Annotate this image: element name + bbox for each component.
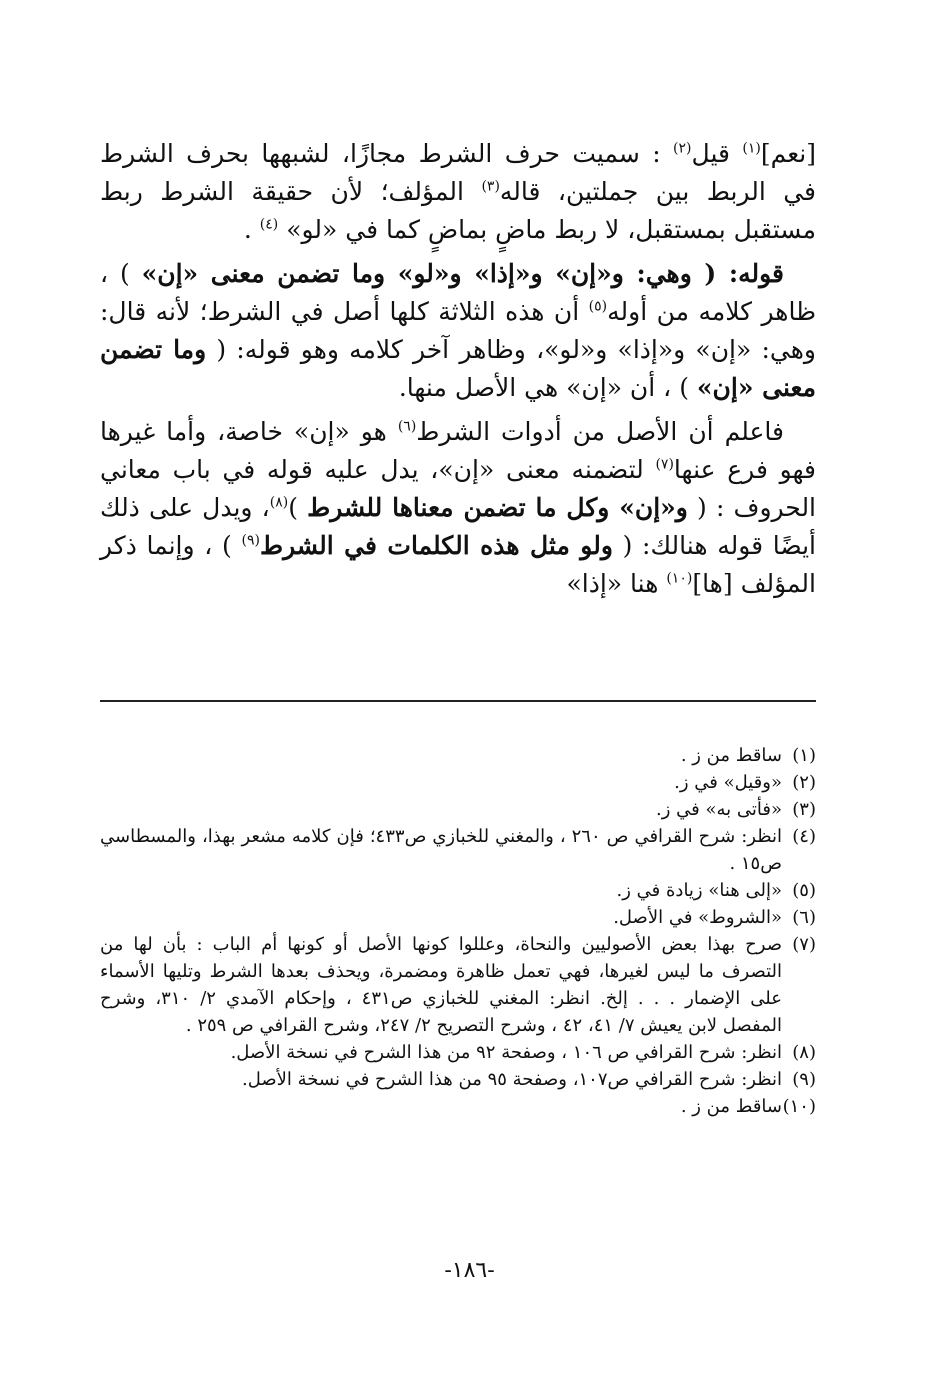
footnote-number: (٥)	[792, 880, 816, 901]
quoted-text: و«إن» وكل ما تضمن معناها للشرط	[307, 493, 688, 522]
text-segment: هو «إن» خاصة، وأما غيرها فهو فرع عنها	[100, 417, 816, 484]
text-segment: فاعلم أن الأصل من أدوات الشرط	[416, 417, 784, 446]
footnote-text: صرح بهذا بعض الأصوليين والنحاة، وعللوا كونها الأصل أو كونها أم الباب : بأن لها من التصرف ما ليس لغيرها، فهي تعمل ظاهرة ومضمرة، ويحذف بعدها الشرط وتليها الأسماء على الإضمار . . . إلخ. انظر: المغني للخبازي ص٤٣١ ، وإحكام الآمدي ٢/ ٣١٠، وشرح المفصل لابن يعيش ٧/ ٤١، ٤٢ ، وشرح التصريح ٢/ ٢٤٧، وشرح القرافي ص ٢٥٩ .	[100, 934, 782, 1036]
footnote-marker: (٤)	[259, 216, 279, 233]
footnote-number: (٤)	[792, 826, 816, 847]
page-number: -١٨٦-	[444, 1258, 495, 1283]
footnote-text: «وقيل» في ز.	[674, 772, 782, 793]
text-segment: )	[288, 493, 308, 522]
footnote-marker: (٢)	[673, 140, 692, 157]
text-segment: ) ، وإنما ذكر المؤلف [ها]	[100, 531, 816, 598]
footnote-marker: (٧)	[655, 456, 674, 473]
footnote-marker: (٦)	[397, 418, 417, 435]
footnote	[100, 823, 816, 877]
paragraph-3	[100, 413, 816, 603]
footnote-text: ساقط من ز .	[680, 1096, 782, 1117]
footnote-text: انظر: شرح القرافي ص١٠٧، وصفحة ٩٥ من هذا الشرح في نسخة الأصل.	[242, 1069, 782, 1090]
footnote-number: (٨)	[792, 1042, 816, 1063]
text-segment: ) ، أن «إن» هي الأصل منها.	[398, 373, 697, 402]
footnotes	[100, 742, 816, 1120]
footnote	[100, 877, 816, 904]
text-segment: قيل	[691, 139, 743, 168]
footnote-marker: (١٠)	[666, 570, 693, 587]
footnote-separator	[100, 700, 816, 702]
footnote-number: (٢)	[792, 772, 816, 793]
text-segment: [نعم]	[760, 139, 816, 168]
footnote	[100, 769, 816, 796]
footnote-marker: (٨)	[269, 494, 289, 511]
text-segment: هنا «إذا»	[566, 569, 667, 598]
text-segment: ، ويدل على ذلك أيضًا قوله هنالك: (	[100, 493, 816, 560]
paragraph-2	[100, 255, 816, 407]
footnote	[100, 742, 816, 769]
footnote-number: (٣)	[792, 799, 816, 820]
text-segment: : سميت حرف الشرط مجازًا، لشبهها بحرف الشرط في الربط بين جملتين، قاله	[100, 139, 816, 206]
quoted-text: وهي: و«إن» و«إذا» و«لو» وما تضمن معنى «إن»	[141, 259, 692, 288]
footnote	[100, 1093, 816, 1120]
text-segment: لتضمنه معنى «إن»، يدل عليه قوله في باب معاني الحروف : (	[100, 455, 817, 522]
footnote-text: انظر: شرح القرافي ص ٢٦٠ ، والمغني للخبازي ص٤٣٣؛ فإن كلامه مشعر بهذا، والمسطاسي ص١٥ .	[100, 826, 782, 874]
footnote-marker: (٣)	[481, 178, 500, 195]
footnote-marker: (٩)	[241, 532, 260, 549]
footnote-text: «إلى هنا» زيادة في ز.	[616, 880, 782, 901]
text-segment: المؤلف؛ لأن حقيقة الشرط ربط مستقبل بمستقبل، لا ربط ماضٍ بماضٍ كما في «لو»	[100, 177, 816, 244]
footnote-text: «فأتى به» في ز.	[656, 799, 782, 820]
footnote	[100, 931, 816, 1039]
quoted-text: ولو مثل هذه الكلمات في الشرط	[259, 531, 613, 560]
text-segment: أن هذه الثلاثة كلها أصل في الشرط؛ لأنه قال: وهي: «إن» و«إذا» و«لو»، وظاهر آخر كلامه وهو قوله: (	[100, 297, 816, 364]
quoted-text: وما تضمن معنى «إن»	[100, 335, 816, 402]
footnote-marker: (١)	[742, 140, 761, 157]
footnote	[100, 796, 816, 823]
quoted-text: قوله: (	[691, 259, 785, 288]
footnote-number: (١)	[792, 745, 816, 766]
footnote-text: انظر: شرح القرافي ص ١٠٦ ، وصفحة ٩٢ من هذا الشرح في نسخة الأصل.	[230, 1042, 782, 1063]
text-segment: .	[243, 215, 260, 244]
main-text	[100, 135, 816, 603]
footnote-number: (١٠)	[782, 1096, 816, 1117]
footnote-text: «الشروط» في الأصل.	[613, 907, 782, 928]
footnote	[100, 1066, 816, 1093]
footnote	[100, 904, 816, 931]
footnote	[100, 1039, 816, 1066]
footnote-number: (٦)	[792, 907, 816, 928]
footnote-text: ساقط من ز .	[680, 745, 782, 766]
footnote-number: (٧)	[792, 934, 816, 955]
footnote-marker: (٥)	[588, 298, 608, 315]
footnote-number: (٩)	[792, 1069, 816, 1090]
paragraph-1	[100, 135, 816, 249]
text-segment: ) ، ظاهر كلامه من أوله	[100, 259, 816, 326]
